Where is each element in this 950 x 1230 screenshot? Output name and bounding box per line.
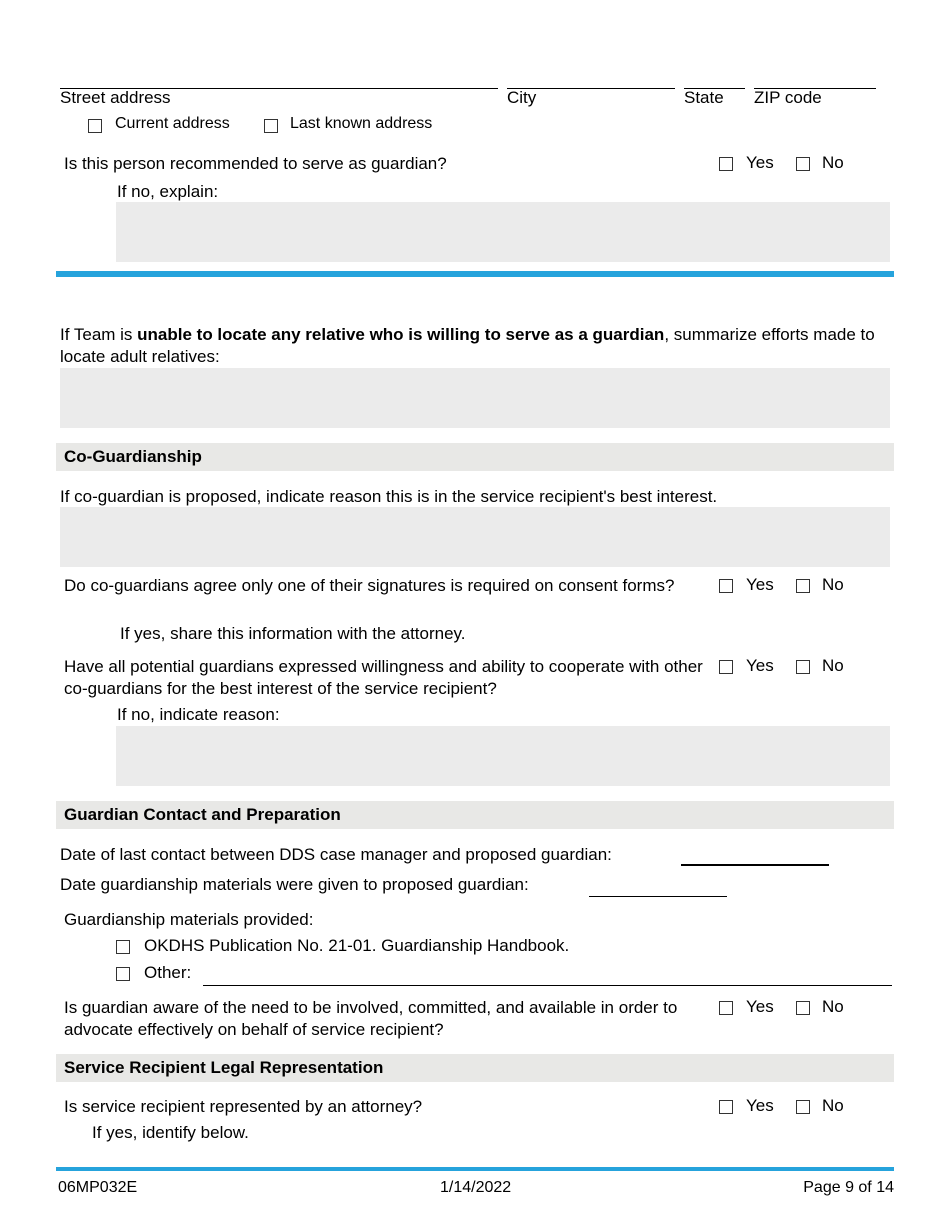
recommend-question: Is this person recommended to serve as guardian? (64, 154, 447, 173)
street-address-label: Street address (60, 88, 171, 107)
other-label: Other: (144, 963, 192, 982)
materials-date-label: Date guardianship materials were given to proposed guardian: (60, 875, 529, 894)
contact-preparation-heading: Guardian Contact and Preparation (56, 801, 894, 829)
last-known-address-checkbox[interactable] (264, 119, 278, 133)
attorney-no-checkbox[interactable] (796, 1100, 810, 1114)
other-input-line[interactable] (203, 985, 892, 986)
attorney-no-label: No (822, 1096, 844, 1115)
co-guardian-reason-prompt: If co-guardian is proposed, indicate reason this is in the service recipient's best interest. (60, 487, 718, 506)
recommend-no-checkbox[interactable] (796, 157, 810, 171)
signatures-no-label: No (822, 575, 844, 594)
last-known-address-label: Last known address (290, 115, 433, 132)
attorney-yes-label: Yes (746, 1096, 774, 1115)
current-address-checkbox[interactable] (88, 119, 102, 133)
recommend-explain-field[interactable] (116, 202, 890, 262)
footer-date: 1/14/2022 (440, 1179, 512, 1196)
handbook-checkbox[interactable] (116, 940, 130, 954)
current-address-label: Current address (115, 115, 230, 132)
attorney-question: Is service recipient represented by an attorney? (64, 1097, 423, 1116)
materials-provided-label: Guardianship materials provided: (64, 910, 314, 929)
relatives-text-before: If Team is (60, 325, 138, 344)
recommend-yes-checkbox[interactable] (719, 157, 733, 171)
recommend-yes-label: Yes (746, 153, 774, 172)
cooperate-yes-label: Yes (746, 656, 774, 675)
zip-label: ZIP code (754, 88, 822, 107)
co-guardian-reason-field[interactable] (60, 507, 890, 567)
cooperate-yes-checkbox[interactable] (719, 660, 733, 674)
city-label: City (507, 88, 537, 107)
cooperate-question: Have all potential guardians expressed willingness and ability to cooperate with other co-guardians for the best interest of the service recipient? (64, 657, 703, 698)
relatives-text-bold: unable to locate any relative who is willing to serve as a guardian (137, 325, 665, 344)
signatures-question: Do co-guardians agree only one of their signatures is required on consent forms? (64, 576, 675, 595)
materials-date-line[interactable] (589, 896, 727, 897)
aware-question: Is guardian aware of the need to be involved, committed, and available in order to advocate effectively on behalf of service recipient? (64, 998, 678, 1039)
footer-divider (56, 1167, 894, 1171)
recommend-no-label: No (822, 153, 844, 172)
footer-form-code: 06MP032E (58, 1179, 138, 1196)
aware-yes-label: Yes (746, 997, 774, 1016)
other-checkbox[interactable] (116, 967, 130, 981)
relatives-efforts-field[interactable] (60, 368, 890, 428)
signatures-yes-checkbox[interactable] (719, 579, 733, 593)
signatures-note: If yes, share this information with the attorney. (120, 624, 466, 643)
recommend-if-no-label: If no, explain: (117, 182, 219, 201)
signatures-no-checkbox[interactable] (796, 579, 810, 593)
relatives-prompt (60, 324, 890, 368)
attorney-note: If yes, identify below. (92, 1123, 249, 1142)
cooperate-no-label: No (822, 656, 844, 675)
attorney-yes-checkbox[interactable] (719, 1100, 733, 1114)
last-contact-date-line[interactable] (681, 864, 829, 866)
last-contact-label: Date of last contact between DDS case manager and proposed guardian: (60, 845, 612, 864)
co-guardianship-heading: Co-Guardianship (56, 443, 894, 471)
handbook-label: OKDHS Publication No. 21-01. Guardianship Handbook. (144, 936, 570, 955)
aware-no-checkbox[interactable] (796, 1001, 810, 1015)
cooperate-no-checkbox[interactable] (796, 660, 810, 674)
relatives-text-after: , summarize efforts made to locate adult relatives: (60, 325, 875, 366)
section-divider (56, 271, 894, 277)
state-label: State (684, 88, 724, 107)
aware-no-label: No (822, 997, 844, 1016)
legal-representation-heading: Service Recipient Legal Representation (56, 1054, 894, 1082)
cooperate-if-no-label: If no, indicate reason: (117, 705, 280, 724)
aware-yes-checkbox[interactable] (719, 1001, 733, 1015)
signatures-yes-label: Yes (746, 575, 774, 594)
footer-page-number: Page 9 of 14 (803, 1179, 894, 1196)
cooperate-reason-field[interactable] (116, 726, 890, 786)
